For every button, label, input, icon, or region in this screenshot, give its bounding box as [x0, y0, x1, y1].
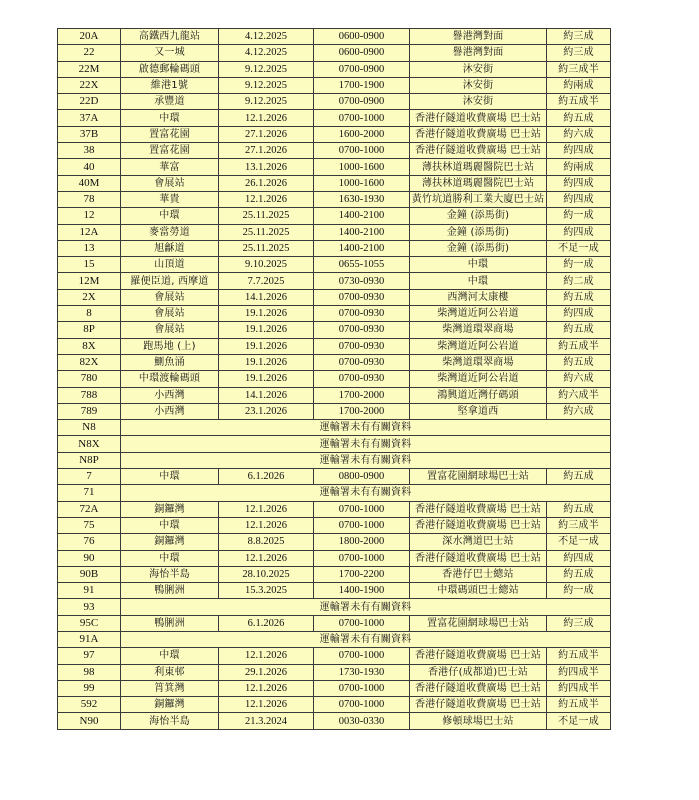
occupancy-rate-cell: 約五成半: [547, 94, 611, 110]
survey-destination-cell: 中環: [410, 273, 547, 289]
route-number-cell: 2X: [58, 289, 121, 305]
route-number-cell: 98: [58, 664, 121, 680]
route-number-cell: 7: [58, 469, 121, 485]
survey-date-cell: 23.1.2026: [219, 403, 314, 419]
survey-destination-cell: 柴灣道近阿公岩道: [410, 371, 547, 387]
route-number-cell: 90B: [58, 566, 121, 582]
survey-location-cell: 銅鑼灣: [121, 697, 219, 713]
survey-time-cell: 0600-0900: [314, 45, 410, 61]
survey-location-cell: 旭龢道: [121, 240, 219, 256]
occupancy-rate-cell: 約一成: [547, 583, 611, 599]
table-row: [58, 469, 611, 485]
route-number-cell: 75: [58, 517, 121, 533]
survey-location-cell: 筲箕灣: [121, 680, 219, 696]
survey-date-cell: 19.1.2026: [219, 338, 314, 354]
route-number-cell: 12: [58, 208, 121, 224]
occupancy-rate-cell: 約四成半: [547, 680, 611, 696]
occupancy-rate-cell: 約五成: [547, 354, 611, 370]
table-row: [58, 697, 611, 713]
table-row: [58, 599, 611, 615]
occupancy-rate-cell: 約五成半: [547, 697, 611, 713]
survey-date-cell: 21.3.2024: [219, 713, 314, 729]
survey-time-cell: 0730-0930: [314, 273, 410, 289]
survey-date-cell: 12.1.2026: [219, 110, 314, 126]
occupancy-rate-cell: 約五成: [547, 469, 611, 485]
occupancy-rate-cell: 約五成半: [547, 648, 611, 664]
survey-date-cell: 6.1.2026: [219, 469, 314, 485]
occupancy-rate-cell: 約二成: [547, 273, 611, 289]
survey-time-cell: 0700-0900: [314, 61, 410, 77]
occupancy-rate-cell: 約三成: [547, 45, 611, 61]
occupancy-rate-cell: 約一成: [547, 208, 611, 224]
no-data-note-cell: 運輸署未有有關資料: [121, 452, 611, 468]
survey-time-cell: 0700-0900: [314, 94, 410, 110]
survey-time-cell: 0700-1000: [314, 680, 410, 696]
survey-time-cell: 0700-1000: [314, 697, 410, 713]
survey-destination-cell: 金鐘 (添馬街): [410, 208, 547, 224]
route-number-cell: N90: [58, 713, 121, 729]
no-data-note-cell: 運輸署未有有關資料: [121, 436, 611, 452]
survey-time-cell: 1000-1600: [314, 175, 410, 191]
occupancy-rate-cell: 約三成: [547, 615, 611, 631]
survey-destination-cell: 柴灣道近阿公岩道: [410, 338, 547, 354]
occupancy-rate-cell: 約一成: [547, 257, 611, 273]
survey-location-cell: 中環渡輪碼頭: [121, 371, 219, 387]
route-number-cell: 22X: [58, 77, 121, 93]
route-number-cell: 97: [58, 648, 121, 664]
survey-time-cell: 0700-0930: [314, 354, 410, 370]
table-row: [58, 517, 611, 533]
survey-date-cell: 28.10.2025: [219, 566, 314, 582]
survey-location-cell: 鴨脷洲: [121, 615, 219, 631]
survey-location-cell: 中環: [121, 517, 219, 533]
survey-destination-cell: 柴灣道近阿公岩道: [410, 306, 547, 322]
survey-destination-cell: 修頓球場巴士站: [410, 713, 547, 729]
survey-time-cell: 1000-1600: [314, 159, 410, 175]
survey-time-cell: 0700-0930: [314, 371, 410, 387]
survey-location-cell: 銅鑼灣: [121, 501, 219, 517]
bus-occupancy-table: [57, 28, 611, 730]
survey-date-cell: 27.1.2026: [219, 143, 314, 159]
survey-destination-cell: 香港仔隧道收費廣場 巴士站: [410, 517, 547, 533]
survey-destination-cell: 堅拿道西: [410, 403, 547, 419]
table-row: [58, 631, 611, 647]
route-number-cell: 78: [58, 191, 121, 207]
table-row: [58, 371, 611, 387]
table-row: [58, 61, 611, 77]
survey-date-cell: 15.3.2025: [219, 583, 314, 599]
table-row: [58, 191, 611, 207]
route-number-cell: 71: [58, 485, 121, 501]
survey-location-cell: 又一城: [121, 45, 219, 61]
survey-time-cell: 0030-0330: [314, 713, 410, 729]
occupancy-rate-cell: 約三成半: [547, 61, 611, 77]
survey-time-cell: 0700-0930: [314, 289, 410, 305]
route-number-cell: 20A: [58, 29, 121, 45]
route-number-cell: 40: [58, 159, 121, 175]
occupancy-rate-cell: 不足一成: [547, 534, 611, 550]
survey-destination-cell: 香港仔隧道收費廣場 巴士站: [410, 110, 547, 126]
occupancy-rate-cell: 約六成: [547, 403, 611, 419]
table-row: [58, 615, 611, 631]
table-row: [58, 436, 611, 452]
survey-time-cell: 0700-1000: [314, 110, 410, 126]
survey-location-cell: 承豐道: [121, 94, 219, 110]
survey-date-cell: 9.12.2025: [219, 61, 314, 77]
survey-date-cell: 13.1.2026: [219, 159, 314, 175]
route-number-cell: 788: [58, 387, 121, 403]
survey-destination-cell: 譽港灣對面: [410, 45, 547, 61]
occupancy-rate-cell: 約六成: [547, 126, 611, 142]
survey-destination-cell: 香港仔隧道收費廣場 巴士站: [410, 648, 547, 664]
route-number-cell: 789: [58, 403, 121, 419]
survey-time-cell: 1630-1930: [314, 191, 410, 207]
survey-location-cell: 中環: [121, 550, 219, 566]
survey-time-cell: 0700-1000: [314, 143, 410, 159]
survey-location-cell: 會展站: [121, 322, 219, 338]
survey-time-cell: 1730-1930: [314, 664, 410, 680]
survey-location-cell: 跑馬地 (上): [121, 338, 219, 354]
survey-time-cell: 1400-2100: [314, 208, 410, 224]
survey-time-cell: 0700-0930: [314, 322, 410, 338]
survey-destination-cell: 置富花園網球場巴士站: [410, 469, 547, 485]
survey-location-cell: 中環: [121, 208, 219, 224]
table-row: [58, 126, 611, 142]
table-row: [58, 29, 611, 45]
survey-date-cell: 29.1.2026: [219, 664, 314, 680]
table-row: [58, 566, 611, 582]
survey-destination-cell: 中環碼頭巴士總站: [410, 583, 547, 599]
table-row: [58, 680, 611, 696]
table-row: [58, 159, 611, 175]
occupancy-rate-cell: 約五成: [547, 289, 611, 305]
occupancy-rate-cell: 約四成: [547, 550, 611, 566]
survey-destination-cell: 柴灣道環翠商場: [410, 354, 547, 370]
survey-destination-cell: 沐安街: [410, 94, 547, 110]
table-row: [58, 354, 611, 370]
survey-location-cell: 會展站: [121, 306, 219, 322]
survey-destination-cell: 西灣河太康樓: [410, 289, 547, 305]
route-number-cell: 8P: [58, 322, 121, 338]
survey-destination-cell: 香港仔隧道收費廣場 巴士站: [410, 550, 547, 566]
survey-time-cell: 0700-0930: [314, 306, 410, 322]
survey-time-cell: 1700-2200: [314, 566, 410, 582]
survey-date-cell: 14.1.2026: [219, 387, 314, 403]
route-number-cell: 8X: [58, 338, 121, 354]
occupancy-rate-cell: 約四成: [547, 143, 611, 159]
survey-date-cell: 12.1.2026: [219, 697, 314, 713]
route-number-cell: 15: [58, 257, 121, 273]
survey-destination-cell: 中環: [410, 257, 547, 273]
route-number-cell: 12A: [58, 224, 121, 240]
table-row: [58, 224, 611, 240]
survey-destination-cell: 香港仔隧道收費廣場 巴士站: [410, 697, 547, 713]
table-row: [58, 583, 611, 599]
table-row: [58, 452, 611, 468]
no-data-note-cell: 運輸署未有有關資料: [121, 485, 611, 501]
route-number-cell: 22M: [58, 61, 121, 77]
survey-time-cell: 0655-1055: [314, 257, 410, 273]
survey-location-cell: 中環: [121, 110, 219, 126]
no-data-note-cell: 運輸署未有有關資料: [121, 631, 611, 647]
route-number-cell: 37B: [58, 126, 121, 142]
occupancy-rate-cell: 約五成: [547, 110, 611, 126]
survey-time-cell: 1700-2000: [314, 403, 410, 419]
table-row: [58, 403, 611, 419]
survey-date-cell: 25.11.2025: [219, 208, 314, 224]
survey-destination-cell: 金鐘 (添馬街): [410, 224, 547, 240]
route-number-cell: 38: [58, 143, 121, 159]
survey-time-cell: 1400-2100: [314, 224, 410, 240]
survey-date-cell: 12.1.2026: [219, 517, 314, 533]
table-row: [58, 338, 611, 354]
route-number-cell: 592: [58, 697, 121, 713]
route-number-cell: 95C: [58, 615, 121, 631]
route-number-cell: 72A: [58, 501, 121, 517]
route-number-cell: N8P: [58, 452, 121, 468]
survey-location-cell: 置富花園: [121, 126, 219, 142]
table-row: [58, 77, 611, 93]
survey-date-cell: 9.12.2025: [219, 94, 314, 110]
route-number-cell: 13: [58, 240, 121, 256]
survey-location-cell: 海怡半島: [121, 566, 219, 582]
survey-date-cell: 4.12.2025: [219, 29, 314, 45]
survey-time-cell: 0700-1000: [314, 648, 410, 664]
table-row: [58, 534, 611, 550]
survey-time-cell: 1700-1900: [314, 77, 410, 93]
survey-date-cell: 12.1.2026: [219, 191, 314, 207]
survey-destination-cell: 香港仔隧道收費廣場 巴士站: [410, 501, 547, 517]
no-data-note-cell: 運輸署未有有關資料: [121, 420, 611, 436]
table-row: [58, 289, 611, 305]
table-row: [58, 208, 611, 224]
survey-location-cell: 中環: [121, 469, 219, 485]
survey-date-cell: 12.1.2026: [219, 550, 314, 566]
survey-time-cell: 0600-0900: [314, 29, 410, 45]
occupancy-rate-cell: 約五成: [547, 566, 611, 582]
survey-destination-cell: 金鐘 (添馬街): [410, 240, 547, 256]
survey-destination-cell: 沐安街: [410, 61, 547, 77]
survey-time-cell: 1600-2000: [314, 126, 410, 142]
occupancy-rate-cell: 約四成: [547, 306, 611, 322]
table-row: [58, 175, 611, 191]
survey-location-cell: 利東邨: [121, 664, 219, 680]
table-row: [58, 501, 611, 517]
route-number-cell: 82X: [58, 354, 121, 370]
table-row: [58, 420, 611, 436]
survey-destination-cell: 鴻興道近灣仔碼頭: [410, 387, 547, 403]
survey-location-cell: 會展站: [121, 289, 219, 305]
survey-time-cell: 1800-2000: [314, 534, 410, 550]
survey-date-cell: 14.1.2026: [219, 289, 314, 305]
table-row: [58, 110, 611, 126]
survey-location-cell: 鴨脷洲: [121, 583, 219, 599]
survey-location-cell: 羅便臣道, 西摩道: [121, 273, 219, 289]
table-row: [58, 45, 611, 61]
survey-location-cell: 銅鑼灣: [121, 534, 219, 550]
occupancy-rate-cell: 約六成半: [547, 387, 611, 403]
no-data-note-cell: 運輸署未有有關資料: [121, 599, 611, 615]
survey-location-cell: 華貴: [121, 191, 219, 207]
route-number-cell: N8: [58, 420, 121, 436]
survey-destination-cell: 薄扶林道瑪麗醫院巴士站: [410, 175, 547, 191]
occupancy-rate-cell: 約五成: [547, 501, 611, 517]
survey-date-cell: 7.7.2025: [219, 273, 314, 289]
survey-destination-cell: 柴灣道環翠商場: [410, 322, 547, 338]
route-number-cell: 76: [58, 534, 121, 550]
survey-time-cell: 0700-0930: [314, 338, 410, 354]
survey-time-cell: 0700-1000: [314, 615, 410, 631]
occupancy-rate-cell: 不足一成: [547, 240, 611, 256]
survey-destination-cell: 香港仔隧道收費廣場 巴士站: [410, 126, 547, 142]
survey-date-cell: 27.1.2026: [219, 126, 314, 142]
survey-time-cell: 0700-1000: [314, 501, 410, 517]
survey-destination-cell: 黃竹坑道勝利工業大廈巴士站: [410, 191, 547, 207]
route-number-cell: 91A: [58, 631, 121, 647]
route-number-cell: 12M: [58, 273, 121, 289]
occupancy-rate-cell: 約兩成: [547, 77, 611, 93]
survey-date-cell: 9.12.2025: [219, 77, 314, 93]
survey-date-cell: 19.1.2026: [219, 354, 314, 370]
route-number-cell: 780: [58, 371, 121, 387]
route-number-cell: 8: [58, 306, 121, 322]
survey-date-cell: 9.10.2025: [219, 257, 314, 273]
survey-location-cell: 小西灣: [121, 387, 219, 403]
survey-date-cell: 12.1.2026: [219, 648, 314, 664]
table-body: [58, 29, 611, 730]
occupancy-rate-cell: 約四成半: [547, 664, 611, 680]
survey-destination-cell: 沐安街: [410, 77, 547, 93]
route-number-cell: N8X: [58, 436, 121, 452]
table-row: [58, 387, 611, 403]
survey-time-cell: 1700-2000: [314, 387, 410, 403]
survey-date-cell: 25.11.2025: [219, 240, 314, 256]
survey-time-cell: 0700-1000: [314, 517, 410, 533]
survey-location-cell: 中環: [121, 648, 219, 664]
survey-location-cell: 置富花園: [121, 143, 219, 159]
table-row: [58, 648, 611, 664]
survey-date-cell: 8.8.2025: [219, 534, 314, 550]
occupancy-rate-cell: 約兩成: [547, 159, 611, 175]
survey-location-cell: 啟德郵輪碼頭: [121, 61, 219, 77]
survey-location-cell: 山頂道: [121, 257, 219, 273]
survey-destination-cell: 香港仔巴士總站: [410, 566, 547, 582]
survey-date-cell: 25.11.2025: [219, 224, 314, 240]
route-number-cell: 22: [58, 45, 121, 61]
survey-time-cell: 0800-0900: [314, 469, 410, 485]
occupancy-rate-cell: 約三成: [547, 29, 611, 45]
table-row: [58, 240, 611, 256]
survey-destination-cell: 深水灣道巴士站: [410, 534, 547, 550]
route-number-cell: 99: [58, 680, 121, 696]
survey-destination-cell: 香港仔(成都道)巴士站: [410, 664, 547, 680]
survey-location-cell: 鰂魚涌: [121, 354, 219, 370]
occupancy-rate-cell: 約六成: [547, 371, 611, 387]
occupancy-rate-cell: 約五成: [547, 322, 611, 338]
table-row: [58, 143, 611, 159]
table-row: [58, 322, 611, 338]
route-number-cell: 37A: [58, 110, 121, 126]
occupancy-rate-cell: 約四成: [547, 175, 611, 191]
survey-location-cell: 小西灣: [121, 403, 219, 419]
occupancy-rate-cell: 約五成半: [547, 338, 611, 354]
survey-date-cell: 26.1.2026: [219, 175, 314, 191]
survey-location-cell: 高鐵西九龍站: [121, 29, 219, 45]
survey-location-cell: 海怡半島: [121, 713, 219, 729]
survey-date-cell: 19.1.2026: [219, 322, 314, 338]
survey-date-cell: 6.1.2026: [219, 615, 314, 631]
table-row: [58, 306, 611, 322]
survey-time-cell: 1400-1900: [314, 583, 410, 599]
survey-date-cell: 19.1.2026: [219, 371, 314, 387]
occupancy-rate-cell: 不足一成: [547, 713, 611, 729]
route-number-cell: 90: [58, 550, 121, 566]
survey-time-cell: 1400-2100: [314, 240, 410, 256]
survey-time-cell: 0700-1000: [314, 550, 410, 566]
occupancy-rate-cell: 約四成: [547, 224, 611, 240]
survey-destination-cell: 香港仔隧道收費廣場 巴士站: [410, 143, 547, 159]
survey-destination-cell: 譽港灣對面: [410, 29, 547, 45]
survey-location-cell: 會展站: [121, 175, 219, 191]
survey-destination-cell: 薄扶林道瑪麗醫院巴士站: [410, 159, 547, 175]
survey-location-cell: 維港1號: [121, 77, 219, 93]
survey-date-cell: 12.1.2026: [219, 680, 314, 696]
survey-destination-cell: 置富花園網球場巴士站: [410, 615, 547, 631]
route-number-cell: 22D: [58, 94, 121, 110]
route-number-cell: 40M: [58, 175, 121, 191]
survey-document: [57, 28, 610, 730]
table-row: [58, 485, 611, 501]
route-number-cell: 93: [58, 599, 121, 615]
survey-location-cell: 華富: [121, 159, 219, 175]
table-row: [58, 273, 611, 289]
table-row: [58, 257, 611, 273]
survey-location-cell: 麥當勞道: [121, 224, 219, 240]
occupancy-rate-cell: 約三成半: [547, 517, 611, 533]
table-row: [58, 550, 611, 566]
route-number-cell: 91: [58, 583, 121, 599]
survey-date-cell: 12.1.2026: [219, 501, 314, 517]
survey-date-cell: 19.1.2026: [219, 306, 314, 322]
table-row: [58, 713, 611, 729]
table-row: [58, 94, 611, 110]
survey-destination-cell: 香港仔隧道收費廣場 巴士站: [410, 680, 547, 696]
table-row: [58, 664, 611, 680]
survey-date-cell: 4.12.2025: [219, 45, 314, 61]
occupancy-rate-cell: 約四成: [547, 191, 611, 207]
